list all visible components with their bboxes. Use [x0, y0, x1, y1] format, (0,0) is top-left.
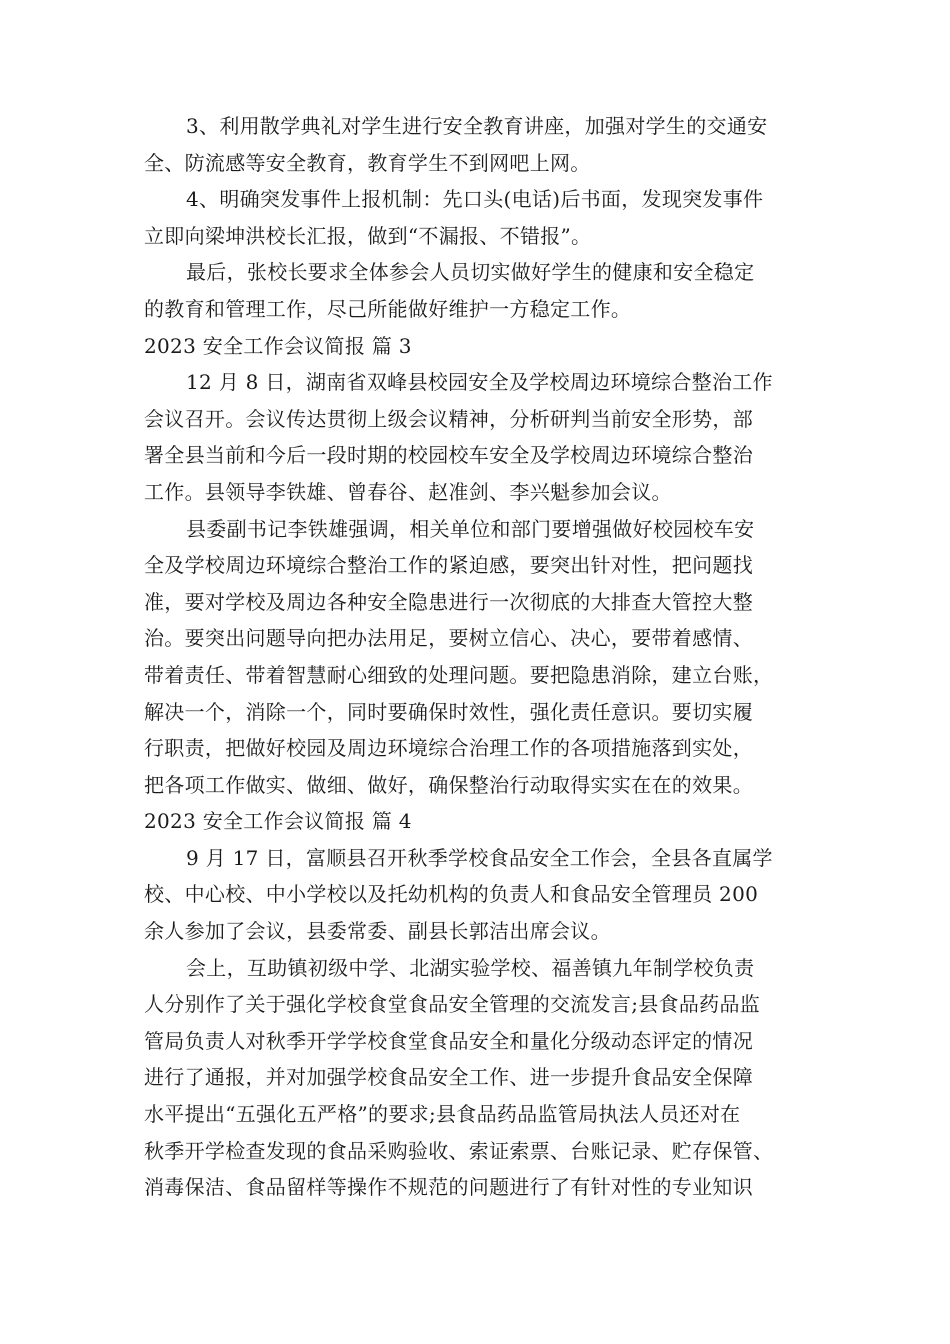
paragraph-line: 把各项工作做实、做细、做好，确保整治行动取得实实在在的效果。 [144, 772, 753, 797]
paragraph-line: 解决一个，消除一个，同时要确保时效性，强化责任意识。要切实履 [144, 699, 753, 724]
paragraph [144, 254, 804, 327]
paragraph-line: 水平提出“五强化五严格”的要求;县食品药品监管局执法人员还对在 [144, 1102, 741, 1127]
paragraph-line: 行职责，把做好校园及周边环境综合治理工作的各项措施落到实处， [144, 736, 753, 761]
paragraph-line: 9 月 17 日，富顺县召开秋季学校食品安全工作会，全县各直属学 [186, 845, 773, 870]
paragraph-line: 秋季开学检查发现的食品采购验收、索证索票、台账记录、贮存保管、 [144, 1138, 774, 1163]
paragraph-line: 余人参加了会议，县委常委、副县长郭洁出席会议。 [144, 919, 611, 944]
paragraph-line: 12 月 8 日，湖南省双峰县校园安全及学校周边环境综合整治工作 [186, 370, 773, 395]
paragraph-line: 会议召开。会议传达贯彻上级会议精神，分析研判当前安全形势，部 [144, 406, 753, 431]
paragraph-line: 4、明确突发事件上报机制：先口头(电话)后书面，发现突发事件 [186, 187, 764, 212]
paragraph-line: 管局负责人对秋季开学学校食堂食品安全和量化分级动态评定的情况 [144, 1028, 753, 1053]
paragraph [144, 950, 804, 1206]
paragraph-line: 消毒保洁、食品留样等操作不规范的问题进行了有针对性的专业知识 [144, 1175, 753, 1200]
paragraph-line: 全及学校周边环境综合整治工作的紧迫感，要突出针对性，把问题找 [144, 553, 753, 578]
paragraph-line: 校、中心校、中小学校以及托幼机构的负责人和食品安全管理员 200 [144, 882, 759, 907]
section-heading: 2023 安全工作会议简报 篇 4 [144, 809, 412, 834]
paragraph-line: 准，要对学校及周边各种安全隐患进行一次彻底的大排查大管控大整 [144, 589, 753, 614]
paragraph [144, 364, 804, 510]
document-body [144, 108, 804, 1206]
paragraph-line: 立即向梁坤洪校长汇报，做到“不漏报、不错报”。 [144, 223, 592, 248]
paragraph-line: 3、利用散学典礼对学生进行安全教育讲座，加强对学生的交通安 [186, 114, 768, 138]
paragraph-line: 进行了通报，并对加强学校食品安全工作、进一步提升食品安全保障 [144, 1065, 753, 1090]
paragraph-line: 的教育和管理工作，尽己所能做好维护一方稳定工作。 [144, 296, 632, 321]
paragraph [144, 108, 804, 181]
paragraph-line: 全、防流感等安全教育，教育学生不到网吧上网。 [144, 150, 591, 175]
paragraph [144, 181, 804, 254]
paragraph-line: 县委副书记李铁雄强调，相关单位和部门要增强做好校园校车安 [186, 516, 755, 541]
paragraph-line: 带着责任、带着智慧耐心细致的处理问题。要把隐患消除，建立台账， [144, 662, 774, 687]
paragraph-line: 署全县当前和今后一段时期的校园校车安全及学校周边环境综合整治 [144, 443, 753, 468]
paragraph [144, 511, 804, 804]
section-heading: 2023 安全工作会议简报 篇 3 [144, 333, 412, 358]
paragraph-line: 会上，互助镇初级中学、北湖实验学校、福善镇九年制学校负责 [186, 955, 755, 980]
paragraph-line: 工作。县领导李铁雄、曾春谷、赵准剑、李兴魁参加会议。 [144, 479, 672, 504]
paragraph [144, 840, 804, 950]
paragraph-line: 治。要突出问题导向把办法用足，要树立信心、决心，要带着感情、 [144, 626, 753, 651]
paragraph-line: 人分别作了关于强化学校食堂食品安全管理的交流发言;县食品药品监 [144, 992, 761, 1017]
paragraph-line: 最后，张校长要求全体参会人员切实做好学生的健康和安全稳定 [186, 260, 755, 285]
